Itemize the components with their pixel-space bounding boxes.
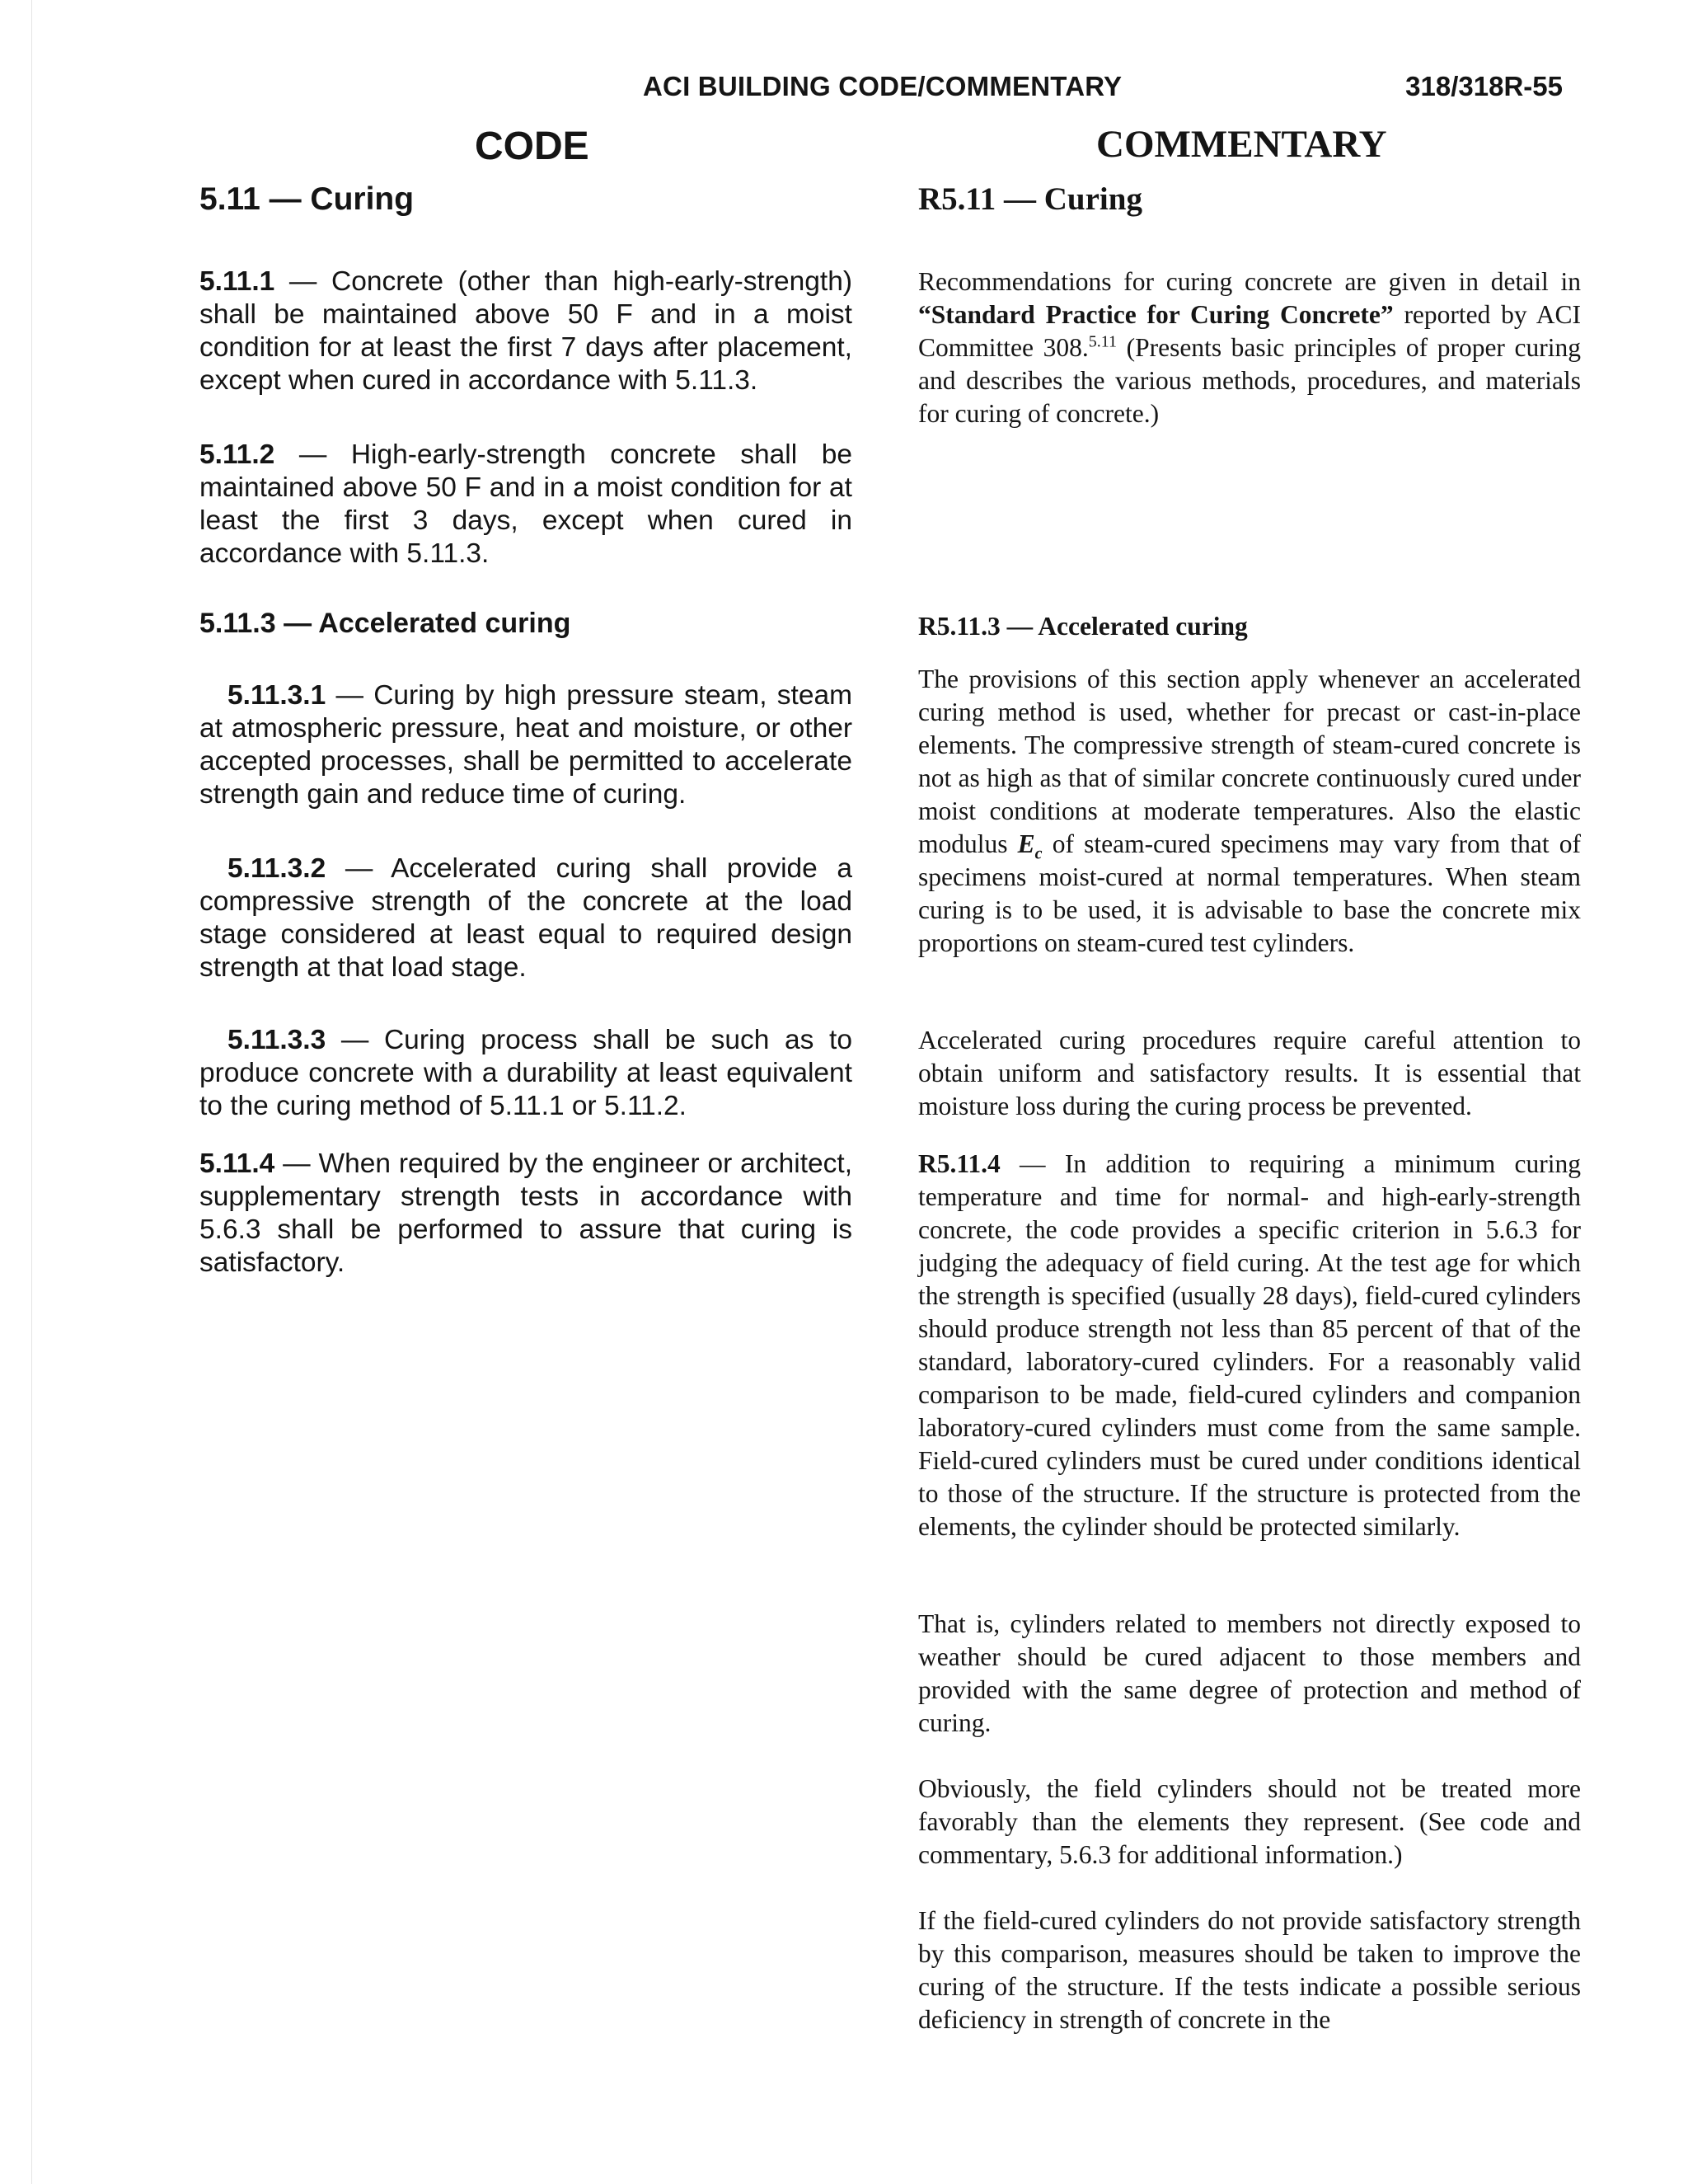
clause-text: — When required by the engineer or architect, supplementary strength tests in accordance with 5.6.3 shall be performed to assure that curing is satisfactory. xyxy=(199,1148,852,1278)
code-paragraph-5-11-3-3 xyxy=(199,1024,852,1123)
clause-text: — Concrete (other than high-early-strength) shall be maintained above 50 F and in a moist condition for at least the first 7 days after placement, except when cured in accordance with 5.11.3. xyxy=(199,266,852,396)
clause-text: — In addition to requiring a minimum curing temperature and time for normal- and high-early-strength concrete, the code provides a specific criterion in 5.6.3 for judging the adequacy of field curing. At the test age for which the strength is specified (usually 28 days), field-cured cylinders should produce strength not less than 85 percent of that of the standard, laboratory-cured cylinders. For a reasonably valid comparison to be made, field-cured cylinders and companion laboratory-cured cylinders must come from the same sample. Field-cured cylinders must be cured under conditions identical to those of the structure. If the structure is protected from the elements, the cylinder should be protected similarly. xyxy=(918,1149,1581,1541)
commentary-paragraph-r5-11-3-a xyxy=(918,663,1581,960)
code-section-heading: 5.11 — Curing xyxy=(199,181,415,217)
clause-text: — High-early-strength concrete shall be maintained above 50 F and in a moist condition for at least the first 3 days, except when cured in accordance with 5.11.3. xyxy=(199,439,852,569)
commentary-paragraph-r5-11 xyxy=(918,265,1581,430)
clause-number: 5.11.3.1 xyxy=(227,680,326,711)
modulus-subscript: c xyxy=(1034,844,1043,863)
running-header-title: ACI BUILDING CODE/COMMENTARY xyxy=(643,71,1123,101)
paragraph-text: reported by ACI Committee 308. xyxy=(918,300,1581,362)
binding-edge-line xyxy=(31,0,32,2184)
code-subsection-heading: 5.11.3 — Accelerated curing xyxy=(199,608,571,639)
commentary-paragraph-r5-11-4-b: That is, cylinders related to members not directly exposed to weather should be cured adjacent to those members and provided with the same degree of protection and method of curing. xyxy=(918,1609,1581,1737)
paragraph-text: of steam-cured specimens may vary from that of specimens moist-cured at normal temperatures. When steam curing is to be used, it is advisable to base the concrete mix proportions on steam-cured test cylinders. xyxy=(918,829,1581,957)
clause-text: — Curing by high pressure steam, steam at atmospheric pressure, heat and moisture, or other accepted processes, shall be permitted to accelerate strength gain and reduce time of curing. xyxy=(199,680,852,810)
commentary-paragraph-r5-11-4-d: If the field-cured cylinders do not provide satisfactory strength by this comparison, measures should be taken to improve the curing of the structure. If the tests indicate a possible serious deficiency in strength of concrete in the xyxy=(918,1906,1581,2034)
clause-text: — Curing process shall be such as to produce concrete with a durability at least equivalent to the curing method of 5.11.1 or 5.11.2. xyxy=(199,1025,852,1121)
paragraph-text: The provisions of this section apply whenever an accelerated curing method is used, whether for precast or cast-in-place elements. The compressive strength of steam-cured concrete is not as high as that of similar concrete continuously cured under moist conditions at moderate temperatures. Also the elastic modulus xyxy=(918,665,1581,858)
code-column-title: CODE xyxy=(475,124,589,168)
modulus-symbol: E xyxy=(1017,829,1035,858)
commentary-section-heading: R5.11 — Curing xyxy=(918,181,1142,217)
page-number: 318/318R-55 xyxy=(1405,71,1563,101)
code-paragraph-5-11-1 xyxy=(199,265,852,397)
referenced-standard-title: “Standard Practice for Curing Concrete” xyxy=(918,300,1394,329)
clause-number: 5.11.2 xyxy=(199,439,275,470)
paragraph-text: Recommendations for curing concrete are given in detail in xyxy=(918,267,1581,296)
commentary-subsection-heading: R5.11.3 — Accelerated curing xyxy=(918,612,1248,641)
code-paragraph-5-11-4 xyxy=(199,1148,852,1280)
code-paragraph-5-11-2 xyxy=(199,439,852,571)
paragraph-text: (Presents basic principles of proper curing and describes the various methods, procedures, and materials for curing of concrete.) xyxy=(918,333,1581,428)
clause-text: — Accelerated curing shall provide a compressive strength of the concrete at the load stage considered at least equal to required design strength at that load stage. xyxy=(199,853,852,983)
clause-number: 5.11.3.3 xyxy=(227,1025,326,1055)
reference-superscript: 5.11 xyxy=(1088,332,1117,351)
code-paragraph-5-11-3-1 xyxy=(199,679,852,811)
commentary-paragraph-r5-11-4-c: Obviously, the field cylinders should not be treated more favorably than the elements they represent. (See code and commentary, 5.6.3 for additional information.) xyxy=(918,1774,1581,1869)
commentary-column-title: COMMENTARY xyxy=(1096,123,1387,166)
clause-number: 5.11.1 xyxy=(199,266,275,297)
clause-number: R5.11.4 xyxy=(918,1149,1001,1178)
clause-number: 5.11.4 xyxy=(199,1148,275,1179)
commentary-paragraph-r5-11-3-b: Accelerated curing procedures require careful attention to obtain uniform and satisfactory results. It is essential that moisture loss during the curing process be prevented. xyxy=(918,1026,1581,1120)
commentary-paragraph-r5-11-4 xyxy=(918,1148,1581,1543)
code-paragraph-5-11-3-2 xyxy=(199,852,852,984)
clause-number: 5.11.3.2 xyxy=(227,853,326,884)
